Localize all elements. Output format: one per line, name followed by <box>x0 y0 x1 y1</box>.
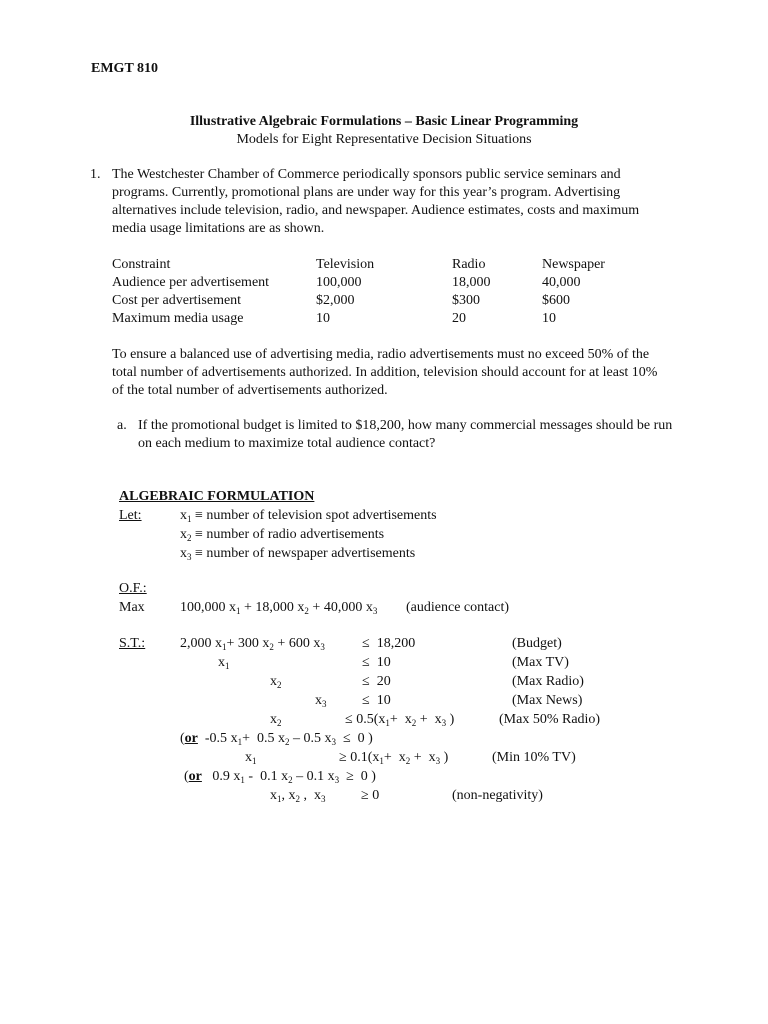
table-cell: $300 <box>452 293 480 308</box>
objective-function: 100,000 $x_1 + 18,000$ $x_2 + 40,000$ $x_3$ <box>180 600 378 616</box>
max-news-rhs: ≤ 10 <box>362 693 391 708</box>
objective-note: (audience contact) <box>406 600 509 615</box>
nonneg-note: (non-negativity) <box>452 788 543 803</box>
budget-constraint-lhs: 2,000 $x_1+ 300$ $x_2 + 600$ $x_3$ <box>180 636 325 652</box>
radio50-rhs: ≤ $0.5(x_1+ x_2 + x_3$ ) <box>345 712 455 728</box>
max-radio-rhs: ≤ 20 <box>362 674 391 689</box>
table-cell: $600 <box>542 293 570 308</box>
balance-line: of the total number of advertisements authorized. <box>112 383 388 398</box>
table-cell: Cost per advertisement <box>112 293 242 308</box>
var-def-x1: $x_1$ ≡ number of television spot advertisements <box>180 508 437 524</box>
tv10-var: $x_1$ <box>245 750 257 766</box>
formulation-heading: ALGEBRAIC FORMULATION <box>119 489 315 504</box>
max-tv-rhs: ≤ 10 <box>362 655 391 670</box>
var-def-x2: $x_2$ ≡ number of radio advertisements <box>180 527 385 543</box>
table-header: Constraint <box>112 257 171 272</box>
balance-line: total number of advertisements authorized. In addition, television should account for at least 10% <box>112 365 658 380</box>
part-a-label: a. <box>117 418 127 433</box>
nonneg-vars: $x_1$, $x_2$ , $x_3$ <box>270 788 326 804</box>
table-cell: 100,000 <box>316 275 362 290</box>
problem-number: 1. <box>90 167 101 182</box>
course-code: EMGT 810 <box>91 61 159 76</box>
var-def-x3: $x_3$ ≡ number of newspaper advertisements <box>180 546 416 562</box>
table-cell: 40,000 <box>542 275 581 290</box>
st-label: S.T.: <box>119 636 146 651</box>
problem-line: media usage limitations are as shown. <box>112 221 325 236</box>
of-label: O.F.: <box>119 581 147 596</box>
news-var: $x_3$ <box>315 693 327 709</box>
document-title: Illustrative Algebraic Formulations – Basic Linear Programming <box>189 114 579 129</box>
tv10-rhs: ≥ $0.1(x_1+ x_2 + x_3$ ) <box>339 750 449 766</box>
part-a-line: on each medium to maximize total audience contact? <box>138 436 436 451</box>
table-cell: Maximum media usage <box>112 311 244 326</box>
balance-line: To ensure a balanced use of advertising media, radio advertisements must no exceed 50% of the <box>112 347 650 362</box>
table-cell: 18,000 <box>452 275 491 290</box>
max-radio-note: (Max Radio) <box>512 674 584 689</box>
part-a-line: If the promotional budget is limited to $18,200, how many commercial messages should be run <box>138 418 673 433</box>
budget-constraint-rhs: ≤ 18,200 <box>362 636 416 651</box>
let-label: Let: <box>119 508 142 523</box>
tv10-alt: (or 0.9 $x_1 - 0.1$ $x_2 - 0.1$ $x_3 \ge 0$ ) <box>184 769 376 785</box>
radio50-var: $x_2$ <box>270 712 282 728</box>
problem-line: programs. Currently, promotional plans are under way for this year’s program. Advertising <box>112 185 621 200</box>
nonneg-rhs: ≥ 0 <box>361 788 380 803</box>
table-cell: 10 <box>316 311 330 326</box>
problem-line: The Westchester Chamber of Commerce periodically sponsors public service seminars and <box>112 167 621 182</box>
table-cell: 20 <box>452 311 466 326</box>
table-cell: 10 <box>542 311 556 326</box>
radio50-note: (Max 50% Radio) <box>499 712 601 727</box>
table-header: Radio <box>452 257 486 272</box>
max-label: Max <box>119 600 145 615</box>
budget-note: (Budget) <box>512 636 562 651</box>
max-tv-note: (Max TV) <box>512 655 569 670</box>
table-header: Newspaper <box>542 257 605 272</box>
table-cell: $2,000 <box>316 293 355 308</box>
radio-var: $x_2$ <box>270 674 282 690</box>
problem-line: alternatives include television, radio, and newspaper. Audience estimates, costs and maximum <box>112 203 640 218</box>
max-news-note: (Max News) <box>512 693 583 708</box>
document-subtitle: Models for Eight Representative Decision Situations <box>236 132 532 147</box>
tv10-note: (Min 10% TV) <box>492 750 576 765</box>
tv-var: $x_1$ <box>218 655 230 671</box>
table-cell: Audience per advertisement <box>112 275 270 290</box>
radio50-alt: (or -0.5 $x_1+ 0.5$ $x_2 - 0.5$ $x_3 \le 0$ ) <box>180 731 373 747</box>
table-header: Television <box>316 257 375 272</box>
